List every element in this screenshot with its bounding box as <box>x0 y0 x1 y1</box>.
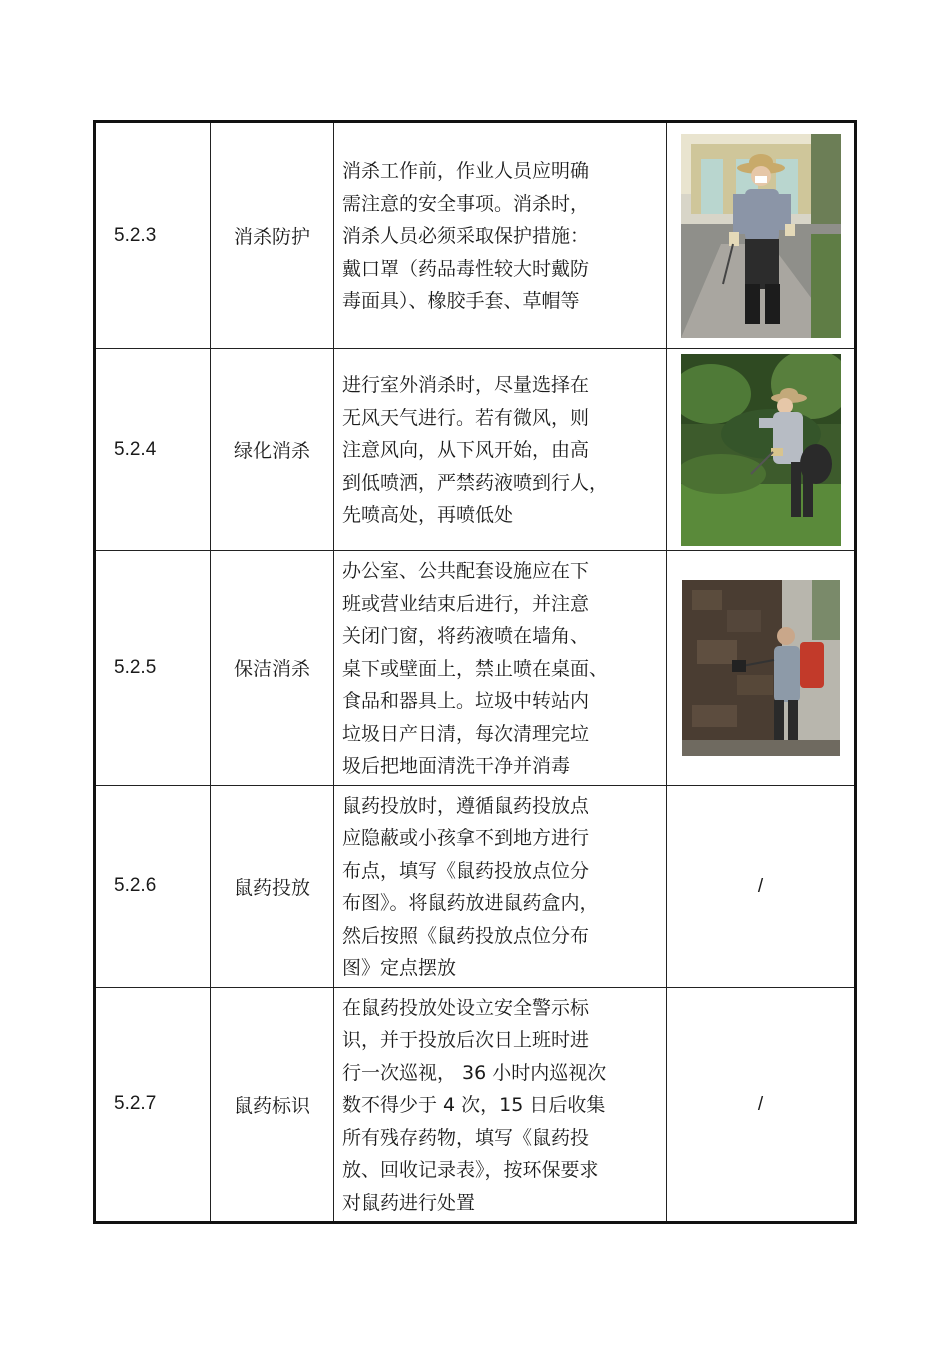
disinfection-procedure-table <box>93 120 857 1224</box>
table-row <box>95 122 856 349</box>
protective-gear-worker-photo <box>681 134 841 338</box>
description-line: 然后按照《鼠药投放点位分布 <box>342 924 590 947</box>
table-row <box>95 349 856 551</box>
item-code: 5.2.5 <box>95 551 211 786</box>
description-line: 垃圾日产日清，每次清理完垃 <box>342 722 590 745</box>
item-photo-cell <box>667 122 856 349</box>
cleaning-disinfection-photo <box>682 580 840 756</box>
item-name: 保洁消杀 <box>211 551 334 786</box>
item-photo-cell <box>667 349 856 551</box>
description-line: 布图》。将鼠药放进鼠药盒内， <box>342 892 599 914</box>
item-code: 5.2.6 <box>95 785 211 987</box>
item-name: 绿化消杀 <box>211 349 334 551</box>
description-line: 图》定点摆放 <box>342 957 457 979</box>
item-photo-cell <box>667 551 856 786</box>
item-description <box>334 349 667 551</box>
description-line: 办公室、公共配套设施应在下 <box>342 560 590 582</box>
table-row <box>95 785 856 987</box>
description-line: 所有残存药物，填写《鼠药投 <box>342 1126 590 1149</box>
description-line: 放、回收记录表》，按环保要求 <box>342 1159 599 1181</box>
description-line: 注意风向，从下风开始，由高 <box>342 439 590 462</box>
description-line: 数不得少于 4 次，15 日后收集 <box>342 1094 606 1116</box>
no-photo-mark: / <box>757 875 764 897</box>
description-line: 对鼠药进行处置 <box>342 1191 476 1214</box>
description-line: 班或营业结束后进行，并注意 <box>342 592 590 615</box>
description-line: 消杀工作前，作业人员应明确 <box>342 160 590 183</box>
item-description <box>334 122 667 349</box>
description-line: 圾后把地面清洗干净并消毒 <box>342 755 571 777</box>
greenery-spraying-photo <box>681 354 841 546</box>
item-code: 5.2.3 <box>95 122 211 349</box>
description-line: 关闭门窗，将药液喷在墙角、 <box>342 625 590 647</box>
description-line: 桌下或壁面上，禁止喷在桌面、 <box>342 657 609 680</box>
description-line: 无风天气进行。若有微风，则 <box>342 406 590 429</box>
description-line: 到低喷洒，严禁药液喷到行人， <box>342 471 609 494</box>
description-line: 在鼠药投放处设立安全警示标 <box>342 996 590 1019</box>
no-photo-mark: / <box>757 1093 764 1115</box>
item-name: 消杀防护 <box>211 122 334 349</box>
description-line: 先喷高处，再喷低处 <box>342 504 514 527</box>
description-line: 毒面具）、橡胶手套、草帽等 <box>342 290 580 313</box>
item-name: 鼠药标识 <box>211 987 334 1223</box>
description-line: 戴口罩（药品毒性较大时戴防 <box>342 257 590 280</box>
description-line: 应隐蔽或小孩拿不到地方进行 <box>342 827 590 849</box>
description-line: 识，并于投放后次日上班时进 <box>342 1029 590 1051</box>
table-row <box>95 551 856 786</box>
description-line: 鼠药投放时，遵循鼠药投放点 <box>342 794 590 817</box>
description-line: 需注意的安全事项。消杀时， <box>342 192 590 215</box>
description-line: 布点，填写《鼠药投放点位分 <box>342 859 590 882</box>
item-code: 5.2.7 <box>95 987 211 1223</box>
item-photo-cell <box>667 785 856 987</box>
description-line: 食品和器具上。垃圾中转站内 <box>342 690 590 712</box>
table-row <box>95 987 856 1223</box>
item-name: 鼠药投放 <box>211 785 334 987</box>
item-description <box>334 785 667 987</box>
description-line: 消杀人员必须采取保护措施： <box>342 225 590 248</box>
description-line: 进行室外消杀时，尽量选择在 <box>342 374 590 397</box>
item-code: 5.2.4 <box>95 349 211 551</box>
item-photo-cell <box>667 987 856 1223</box>
item-description <box>334 987 667 1223</box>
item-description <box>334 551 667 786</box>
description-line: 行一次巡视， 36 小时内巡视次 <box>342 1061 607 1084</box>
